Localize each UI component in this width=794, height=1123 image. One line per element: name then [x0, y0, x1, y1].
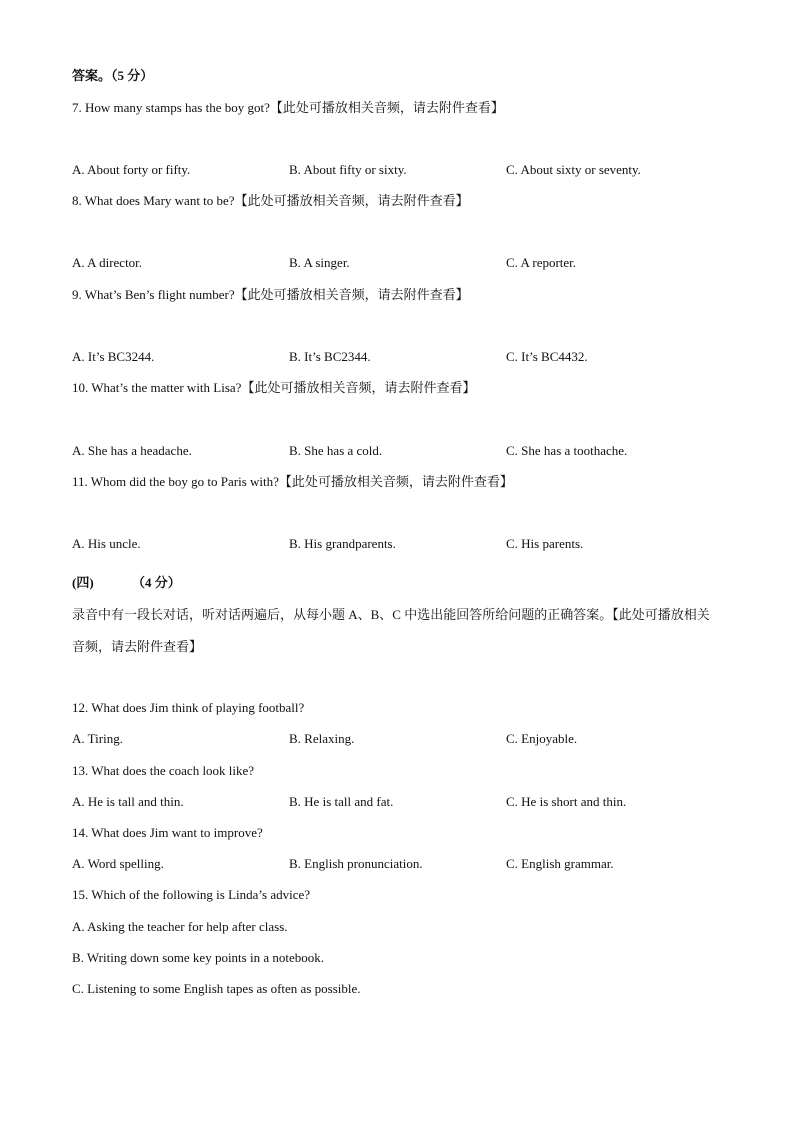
question-7-option-c: C. About sixty or seventy.	[506, 162, 641, 177]
question-11-option-c: C. His parents.	[506, 536, 584, 551]
question-11-stem: 11. Whom did the boy go to Paris with?【此处可播放相关音频，请去附件查看】	[72, 474, 513, 489]
question-12-option-c: C. Enjoyable.	[506, 731, 578, 746]
question-8-option-c: C. A reporter.	[506, 255, 577, 270]
question-15-option-c: C. Listening to some English tapes as often as possible.	[72, 981, 361, 996]
section-4-points: （4 分）	[132, 575, 181, 590]
question-15-option-a: A. Asking the teacher for help after class.	[72, 919, 288, 934]
question-9-option-b: B. It’s BC2344.	[289, 349, 371, 364]
question-7-stem: 7. How many stamps has the boy got?【此处可播放相关音频，请去附件查看】	[72, 100, 504, 115]
question-10-option-b: B. She has a cold.	[289, 443, 383, 458]
question-14-option-c: C. English grammar.	[506, 856, 614, 871]
question-15-stem: 15. Which of the following is Linda’s advice?	[72, 887, 311, 902]
question-12-option-a: A. Tiring.	[72, 731, 123, 746]
question-13-option-c: C. He is short and thin.	[506, 794, 627, 809]
question-12-stem: 12. What does Jim think of playing football?	[72, 700, 305, 715]
question-9-option-a: A. It’s BC3244.	[72, 349, 155, 364]
question-14-option-a: A. Word spelling.	[72, 856, 164, 871]
question-10-option-a: A. She has a headache.	[72, 443, 192, 458]
section-4-heading	[72, 574, 181, 592]
question-7-option-b: B. About fifty or sixty.	[289, 162, 407, 177]
question-8-option-b: B. A singer.	[289, 255, 350, 270]
question-14-option-b: B. English pronunciation.	[289, 856, 423, 871]
question-7-option-a: A. About forty or fifty.	[72, 162, 191, 177]
question-13-option-a: A. He is tall and thin.	[72, 794, 184, 809]
question-10-option-c: C. She has a toothache.	[506, 443, 628, 458]
question-15-option-b: B. Writing down some key points in a notebook.	[72, 950, 324, 965]
question-8-option-a: A. A director.	[72, 255, 143, 270]
question-9-stem: 9. What’s Ben’s flight number?【此处可播放相关音频，请去附件查看】	[72, 287, 469, 302]
question-8-stem: 8. What does Mary want to be?【此处可播放相关音频，请去附件查看】	[72, 193, 469, 208]
section-4-instructions: 录音中有一段长对话，听对话两遍后，从每小题 A、B、C 中选出能回答所给问题的正确答案。【此处可播放相关音频，请去附件查看】	[72, 607, 710, 654]
question-14-stem: 14. What does Jim want to improve?	[72, 825, 263, 840]
question-11-option-b: B. His grandparents.	[289, 536, 396, 551]
question-13-option-b: B. He is tall and fat.	[289, 794, 394, 809]
section-intro-tail: 答案。（5 分）	[72, 68, 154, 83]
section-4-number: (四)	[72, 575, 94, 590]
question-12-option-b: B. Relaxing.	[289, 731, 355, 746]
question-10-stem: 10. What’s the matter with Lisa?【此处可播放相关音频，请去附件查看】	[72, 380, 476, 395]
question-9-option-c: C. It’s BC4432.	[506, 349, 588, 364]
question-13-stem: 13. What does the coach look like?	[72, 763, 255, 778]
question-11-option-a: A. His uncle.	[72, 536, 141, 551]
